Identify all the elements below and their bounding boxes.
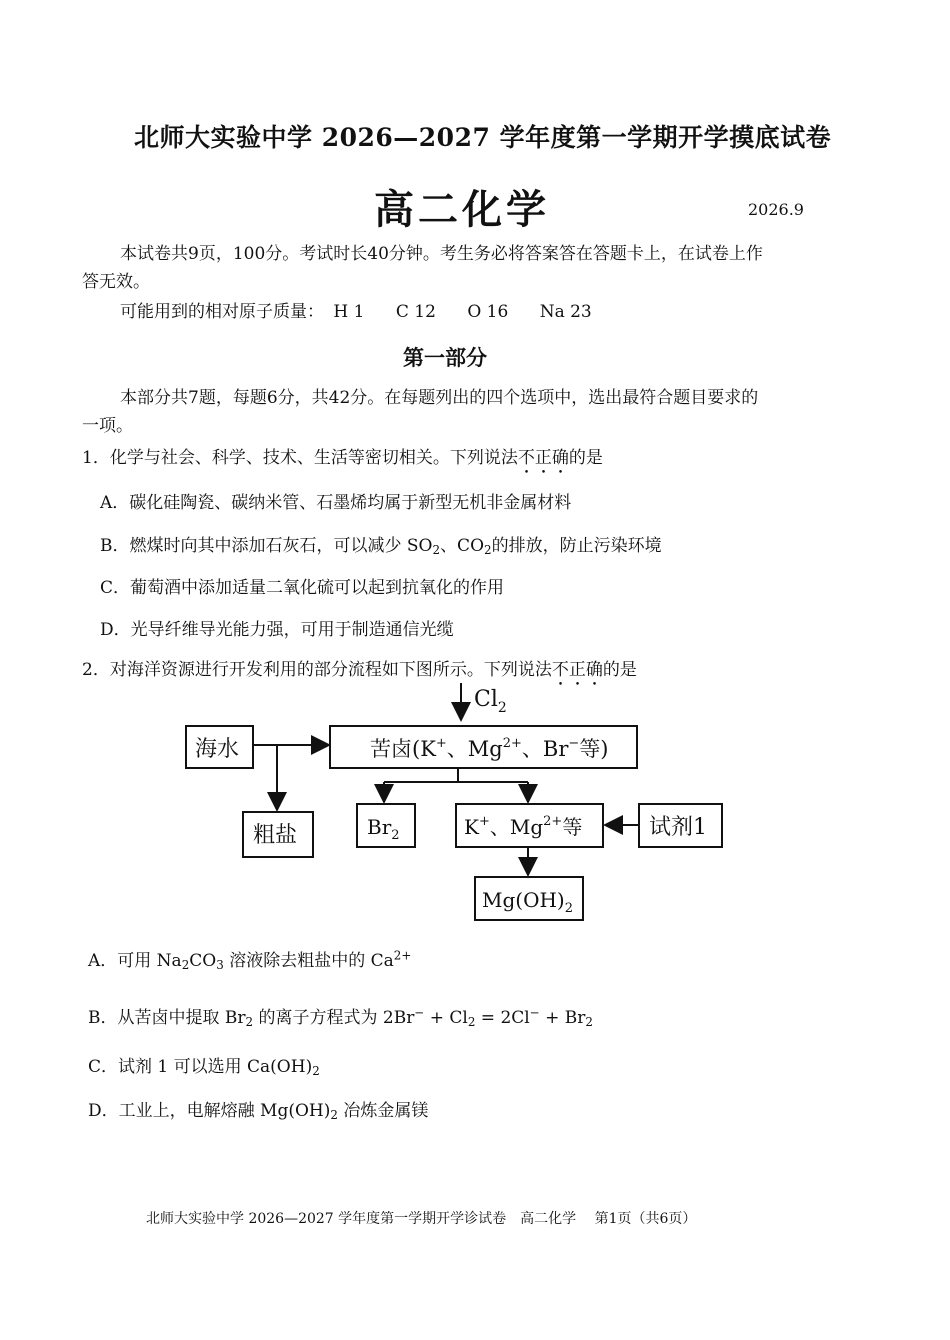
question-2-emphasis: 不正确 xyxy=(551,660,603,680)
mass-h: H 1 xyxy=(333,302,365,322)
q2-option-c xyxy=(88,1052,320,1078)
q2-option-c-sub: 2 xyxy=(312,1063,320,1078)
filtrate-label: K+、$Mg^{2+}$等 xyxy=(464,814,583,839)
q2-option-b-equation-3: = 2Cl xyxy=(475,1008,530,1028)
part-intro-line-1: 本部分共7题，每题6分，共42分。在每题列出的四个选项中，选出最符合题目要求的 xyxy=(120,388,759,408)
exam-date: 2026.9 xyxy=(748,200,804,219)
part-intro-line-2: 一项。 xyxy=(82,416,133,436)
q2-option-d-end: 冶炼金属镁 xyxy=(337,1101,429,1121)
q2-option-b-charge-2: − xyxy=(529,1005,540,1020)
q2-option-b-text: B．从苦卤中提取 Br xyxy=(88,1008,246,1028)
q2-option-a-charge: 2+ xyxy=(393,948,412,963)
q2-option-d-sub: 2 xyxy=(330,1107,338,1122)
q2-option-b-equation-2: + Cl xyxy=(424,1008,468,1028)
q1-option-c: C．葡萄酒中添加适量二氧化硫可以起到抗氧化的作用 xyxy=(100,578,505,598)
cl2-label: $Cl_2$ xyxy=(474,687,507,716)
q2-option-c-text: C．试剂 1 可以选用 Ca(OH) xyxy=(88,1057,313,1077)
mgoh2-label: $Mg(OH)_2$ xyxy=(482,888,574,916)
crude-salt-label: 粗盐 xyxy=(253,823,298,848)
q2-option-d-text: D．工业上，电解熔融 Mg(OH) xyxy=(88,1101,331,1121)
q2-option-b xyxy=(88,1003,593,1029)
mass-c: C 12 xyxy=(395,302,436,322)
q2-option-a-sub-1: 2 xyxy=(181,957,190,972)
page-footer: 北师大实验中学 2026—2027 学年度第一学期开学诊试卷 高二化学 第1页（共6页） xyxy=(146,1211,697,1227)
q2-option-b-charge-1: − xyxy=(414,1005,425,1020)
q1-option-d: D．光导纤维导光能力强，可用于制造通信光缆 xyxy=(100,620,454,640)
q2-option-a-text: A．可用 Na xyxy=(88,951,182,971)
q2-option-b-sub-3: 2 xyxy=(585,1014,593,1029)
bittern-label: 苦卤(K+、$Mg^{2+}$、Br−等) xyxy=(370,736,609,761)
q2-option-b-sub-2: 2 xyxy=(467,1014,476,1029)
question-1-emphasis: 不正确 xyxy=(517,448,569,468)
question-1-stem-end: 的是 xyxy=(568,448,603,468)
atomic-masses-label: 可能用到的相对原子质量： xyxy=(120,302,324,322)
q2-option-a-text-2: 溶液除去粗盐中的 Ca xyxy=(223,951,394,971)
q2-option-a-co: CO xyxy=(189,951,217,971)
question-2-stem-text: 2．对海洋资源进行开发利用的部分流程如下图所示。下列说法 xyxy=(82,660,552,680)
exam-header: 北师大实验中学 2026—2027 学年度第一学期开学摸底试卷 xyxy=(134,123,832,152)
q1-option-a: A．碳化硅陶瓷、碳纳米管、石墨烯均属于新型无机非金属材料 xyxy=(100,493,572,513)
q1-option-b-text: B．燃煤时向其中添加石灰石，可以减少 SO xyxy=(100,536,433,556)
instruction-line-2: 答无效。 xyxy=(82,272,150,292)
q2-option-b-equation-1: 的离子方程式为 2Br xyxy=(253,1008,415,1028)
q2-option-b-equation-4: + Br xyxy=(539,1008,586,1028)
reagent1-label: 试剂1 xyxy=(649,815,707,840)
seawater-label: 海水 xyxy=(195,737,240,762)
q2-option-a xyxy=(88,946,411,972)
q1-option-b-co: 、CO xyxy=(440,536,485,556)
mass-na: Na 23 xyxy=(539,302,592,322)
question-2-stem-end: 的是 xyxy=(602,660,637,680)
part-title: 第一部分 xyxy=(403,345,487,370)
q2-option-d xyxy=(88,1096,428,1122)
br2-label: $Br_2$ xyxy=(367,815,400,843)
q1-option-b-sub-2: 2 xyxy=(484,542,492,557)
q2-option-a-sub-2: 3 xyxy=(216,957,224,972)
question-1-stem-text: 1．化学与社会、科学、技术、生活等密切相关。下列说法 xyxy=(82,448,518,468)
q2-option-b-sub: 2 xyxy=(245,1014,254,1029)
mass-o: O 16 xyxy=(467,302,509,322)
subject-title: 高二化学 xyxy=(374,186,550,233)
q1-option-b-sub: 2 xyxy=(432,542,441,557)
q1-option-b-end: 的排放，防止污染环境 xyxy=(491,536,662,556)
instruction-line-1: 本试卷共9页，100分。考试时长40分钟。考生务必将答案答在答题卡上，在试卷上作 xyxy=(120,244,763,264)
